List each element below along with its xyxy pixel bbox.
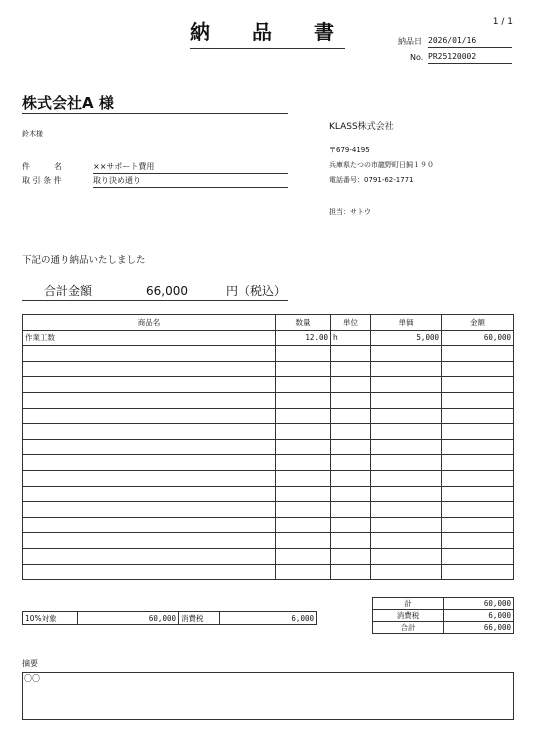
cell-empty <box>276 424 331 440</box>
cell-empty <box>331 377 371 393</box>
date-value: 2026/01/16 <box>428 37 512 48</box>
tax-total-row <box>373 610 514 622</box>
cell-empty <box>371 408 442 424</box>
no-label: No. <box>410 53 424 62</box>
title-char: 書 <box>314 20 334 44</box>
cell-empty <box>442 361 514 377</box>
customer-contact: 鈴木様 <box>22 130 43 138</box>
cell-empty <box>276 455 331 471</box>
tax-total-label: 消費税 <box>373 610 444 622</box>
cell-empty <box>371 564 442 580</box>
intro-text: 下記の通り納品いたしました <box>22 255 146 266</box>
cell-qty: 12.00 <box>276 330 331 346</box>
customer-name: 株式会社A 様 <box>22 94 114 112</box>
cell-price: 5,000 <box>371 330 442 346</box>
cell-empty <box>23 392 276 408</box>
cell-empty <box>371 486 442 502</box>
cell-empty <box>442 392 514 408</box>
cell-empty <box>331 424 371 440</box>
table-row <box>23 330 514 346</box>
tax-total-value: 6,000 <box>444 610 514 622</box>
table-row-empty <box>23 517 514 533</box>
table-row-empty <box>23 408 514 424</box>
cell-empty <box>331 346 371 362</box>
title-char: 品 <box>252 20 272 44</box>
cell-empty <box>276 564 331 580</box>
cell-empty <box>371 346 442 362</box>
cell-amount: 60,000 <box>442 330 514 346</box>
cell-empty <box>442 517 514 533</box>
cell-empty <box>23 517 276 533</box>
cell-empty <box>276 486 331 502</box>
cell-empty <box>371 377 442 393</box>
cell-empty <box>331 361 371 377</box>
cell-empty <box>371 502 442 518</box>
subtotal-row <box>373 598 514 610</box>
cell-empty <box>331 548 371 564</box>
date-label: 納品日 <box>398 37 422 46</box>
cell-empty <box>276 361 331 377</box>
cell-empty <box>276 377 331 393</box>
cell-empty <box>276 346 331 362</box>
cell-empty <box>276 408 331 424</box>
cell-empty <box>331 455 371 471</box>
subtotal-label: 計 <box>373 598 444 610</box>
total-amount: 66,000 <box>146 284 188 298</box>
total-label: 合計金額 <box>44 284 93 298</box>
cell-empty <box>23 439 276 455</box>
table-row-empty <box>23 377 514 393</box>
memo-text: 〇〇 <box>24 674 40 683</box>
table-row-empty <box>23 392 514 408</box>
cell-empty <box>23 564 276 580</box>
total-underline <box>22 300 288 301</box>
cell-unit: h <box>331 330 371 346</box>
total-unit: 円（税込） <box>226 284 287 298</box>
cell-empty <box>23 408 276 424</box>
cell-empty <box>442 455 514 471</box>
cell-empty <box>371 361 442 377</box>
grand-total-label: 合計 <box>373 622 444 634</box>
memo-box <box>22 672 514 720</box>
cell-empty <box>442 564 514 580</box>
cell-empty <box>23 455 276 471</box>
document-title <box>190 22 345 46</box>
table-row-empty <box>23 486 514 502</box>
customer-underline <box>22 113 288 114</box>
table-row-empty <box>23 564 514 580</box>
cell-empty <box>331 439 371 455</box>
cell-empty <box>23 548 276 564</box>
cell-empty <box>23 470 276 486</box>
col-header-price: 単価 <box>371 315 442 331</box>
cell-empty <box>276 470 331 486</box>
cell-empty <box>442 377 514 393</box>
cell-empty <box>331 408 371 424</box>
cell-empty <box>276 502 331 518</box>
cell-empty <box>23 346 276 362</box>
cell-empty <box>371 439 442 455</box>
title-char: 納 <box>190 20 210 44</box>
cell-empty <box>442 346 514 362</box>
supplier-phone: 電話番号：0791-62-1771 <box>329 176 414 184</box>
cell-empty <box>276 392 331 408</box>
cell-empty <box>371 470 442 486</box>
supplier-name: KLASS株式会社 <box>329 122 394 132</box>
table-row-empty <box>23 361 514 377</box>
table-header-row <box>23 315 514 331</box>
subject-value: ××サポート費用 <box>93 163 288 174</box>
cell-empty <box>276 439 331 455</box>
cell-empty <box>331 517 371 533</box>
table-row-empty <box>23 346 514 362</box>
cell-empty <box>23 361 276 377</box>
grand-total-row <box>373 622 514 634</box>
cell-empty <box>442 533 514 549</box>
cell-empty <box>276 548 331 564</box>
cell-empty <box>331 470 371 486</box>
supplier-address: 兵庫県たつの市龍野町日飼１９０ <box>329 161 434 169</box>
table-row-empty <box>23 470 514 486</box>
subtotal-value: 60,000 <box>444 598 514 610</box>
cell-empty <box>442 408 514 424</box>
page-number: 1 / 1 <box>492 17 513 27</box>
grand-total-value: 66,000 <box>444 622 514 634</box>
table-row-empty <box>23 533 514 549</box>
cell-empty <box>442 470 514 486</box>
cell-empty <box>23 424 276 440</box>
col-header-unit: 単位 <box>331 315 371 331</box>
cell-empty <box>371 455 442 471</box>
cell-empty <box>442 502 514 518</box>
terms-label: 取 引 条 件 <box>22 176 62 185</box>
cell-empty <box>331 502 371 518</box>
cell-empty <box>276 533 331 549</box>
cell-empty <box>371 424 442 440</box>
cell-empty <box>331 564 371 580</box>
tax-row <box>23 612 317 625</box>
items-table <box>22 314 514 580</box>
col-header-qty: 数量 <box>276 315 331 331</box>
cell-empty <box>23 533 276 549</box>
memo-label: 摘要 <box>22 659 38 668</box>
cell-name: 作業工数 <box>23 330 276 346</box>
cell-empty <box>442 439 514 455</box>
cell-empty <box>23 502 276 518</box>
tax-label: 消費税 <box>179 612 220 625</box>
col-header-amount: 金額 <box>442 315 514 331</box>
cell-empty <box>23 377 276 393</box>
cell-empty <box>371 533 442 549</box>
cell-empty <box>276 517 331 533</box>
cell-empty <box>442 548 514 564</box>
tax-table <box>22 611 317 625</box>
table-row-empty <box>23 502 514 518</box>
cell-empty <box>331 486 371 502</box>
cell-empty <box>442 424 514 440</box>
supplier-postal: 〒679-4195 <box>329 146 370 154</box>
subject-label: 件 名 <box>22 162 62 171</box>
cell-empty <box>371 392 442 408</box>
supplier-person: 担当：サトウ <box>329 208 371 216</box>
cell-empty <box>442 486 514 502</box>
tax-target-amount: 60,000 <box>78 612 179 625</box>
table-row-empty <box>23 439 514 455</box>
col-header-name: 商品名 <box>23 315 276 331</box>
table-row-empty <box>23 455 514 471</box>
no-value: PR25120002 <box>428 53 512 64</box>
totals-table <box>372 597 514 634</box>
tax-target-label: 10%対象 <box>23 612 78 625</box>
cell-empty <box>371 517 442 533</box>
cell-empty <box>371 548 442 564</box>
title-underline <box>190 48 345 49</box>
cell-empty <box>331 392 371 408</box>
terms-value: 取り決め通り <box>93 177 288 188</box>
table-row-empty <box>23 548 514 564</box>
cell-empty <box>23 486 276 502</box>
cell-empty <box>331 533 371 549</box>
table-row-empty <box>23 424 514 440</box>
tax-amount: 6,000 <box>220 612 317 625</box>
